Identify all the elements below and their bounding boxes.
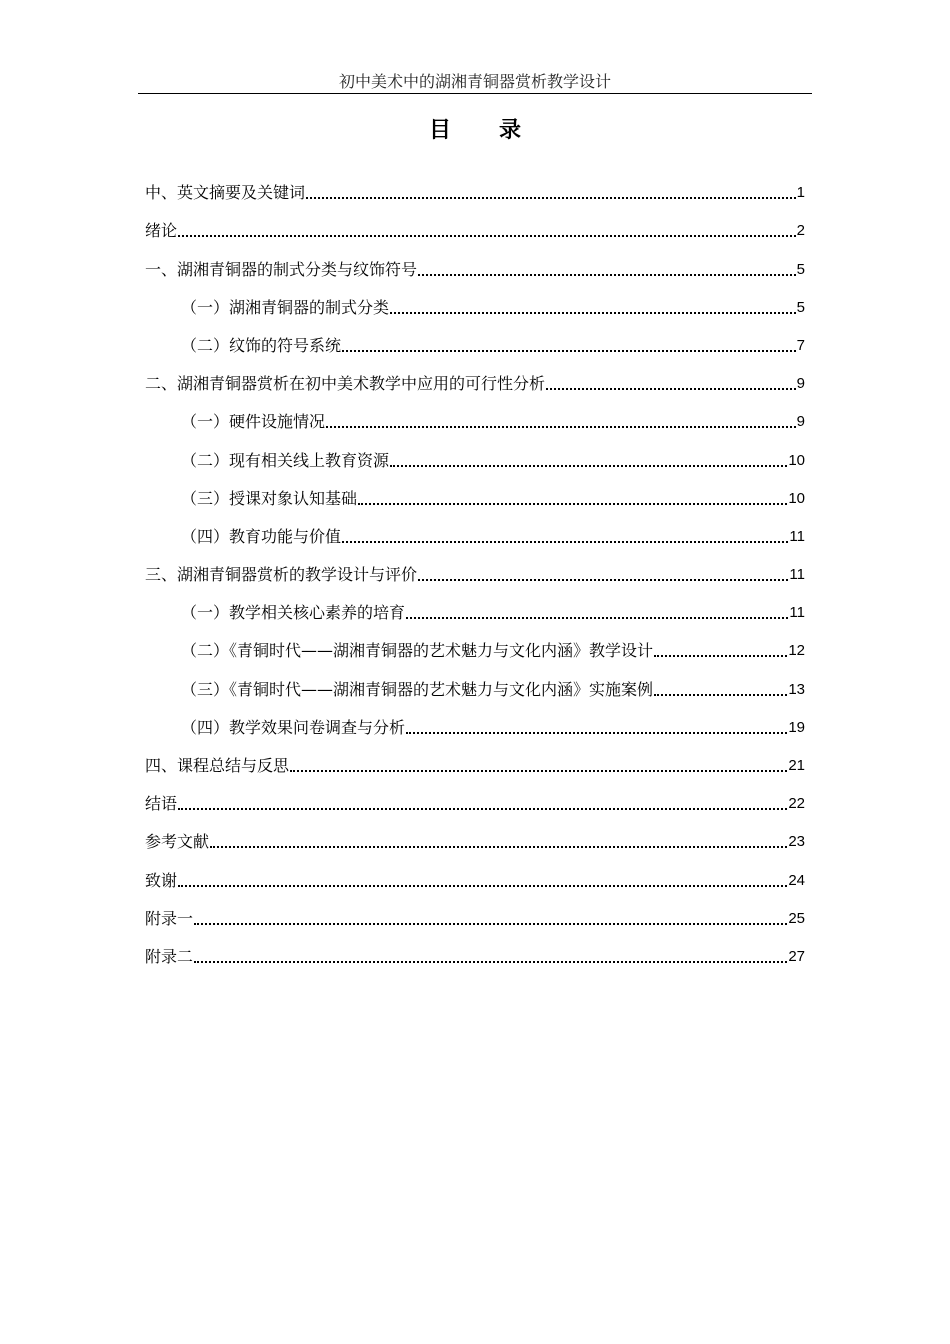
- dot-leader: [654, 694, 787, 696]
- toc-entry-label: 一、湖湘青铜器的制式分类与纹饰符号: [145, 259, 418, 279]
- toc-entry-label: 附录一: [145, 908, 194, 928]
- toc-entry[interactable]: [145, 817, 805, 855]
- toc-entry[interactable]: [145, 321, 805, 359]
- dot-leader: [178, 808, 787, 810]
- toc-title-char-1: 目: [428, 118, 451, 143]
- toc-entry-page: 12: [788, 642, 805, 660]
- dot-leader: [418, 274, 796, 276]
- dot-leader: [406, 732, 787, 734]
- toc-entry[interactable]: [145, 244, 805, 282]
- toc-entry-page: 27: [788, 947, 805, 965]
- toc-entry-page: 11: [789, 604, 805, 622]
- toc-entry[interactable]: [145, 435, 805, 473]
- toc-entry-page: 11: [789, 527, 805, 545]
- toc-title-char-2: 录: [499, 118, 522, 143]
- toc-entry-page: 9: [796, 413, 805, 431]
- toc-entry-page: 24: [788, 871, 805, 889]
- toc-entry-label: （二）现有相关线上教育资源: [181, 450, 390, 470]
- header-rule: [138, 93, 812, 94]
- toc-entry-label: （二）《青铜时代——湖湘青铜器的艺术魅力与文化内涵》教学设计: [181, 641, 654, 661]
- toc-entry[interactable]: [145, 664, 805, 702]
- toc-entry-page: 1: [796, 184, 805, 202]
- toc-entry-page: 22: [788, 795, 805, 813]
- dot-leader: [342, 541, 788, 543]
- toc-entry-page: 5: [796, 298, 805, 316]
- toc-entry[interactable]: [145, 932, 805, 970]
- toc-entry-page: 9: [796, 375, 805, 393]
- dot-leader: [178, 235, 796, 237]
- toc-entry[interactable]: [145, 626, 805, 664]
- toc-entry-label: （四）教学效果问卷调查与分析: [181, 717, 406, 737]
- dot-leader: [390, 465, 787, 467]
- toc-entry[interactable]: [145, 855, 805, 893]
- toc-entry[interactable]: [145, 206, 805, 244]
- toc-entry-page: 10: [788, 451, 805, 469]
- toc-entry-page: 2: [796, 222, 805, 240]
- dot-leader: [358, 503, 787, 505]
- toc-entry-label: 绪论: [145, 221, 178, 241]
- toc-entry-page: 13: [788, 680, 805, 698]
- toc-entry-label: （一）教学相关核心素养的培育: [181, 603, 406, 623]
- dot-leader: [342, 350, 796, 352]
- dot-leader: [178, 885, 787, 887]
- toc-entry-label: 结语: [145, 794, 178, 814]
- toc-entry-label: （四）教育功能与价值: [181, 526, 342, 546]
- toc-entry[interactable]: [145, 359, 805, 397]
- toc-entry[interactable]: [145, 283, 805, 321]
- dot-leader: [210, 846, 787, 848]
- toc-entry[interactable]: [145, 779, 805, 817]
- toc-entry-label: （二）纹饰的符号系统: [181, 335, 342, 355]
- toc-entry[interactable]: [145, 703, 805, 741]
- dot-leader: [306, 197, 796, 199]
- toc-title: [0, 116, 950, 146]
- toc-entry-label: 中、英文摘要及关键词: [145, 183, 306, 203]
- dot-leader: [290, 770, 787, 772]
- dot-leader: [654, 655, 787, 657]
- running-header: 初中美术中的湖湘青铜器赏析教学设计: [338, 72, 611, 91]
- toc-entry-label: （一）硬件设施情况: [181, 412, 326, 432]
- toc-entry-page: 25: [788, 909, 805, 927]
- toc-entry[interactable]: [145, 397, 805, 435]
- toc-entry-label: （三）授课对象认知基础: [181, 488, 358, 508]
- toc-entry-page: 23: [788, 833, 805, 851]
- toc-entry-label: 致谢: [145, 870, 178, 890]
- dot-leader: [418, 579, 788, 581]
- dot-leader: [546, 388, 796, 390]
- toc-entry-page: 11: [789, 566, 805, 584]
- toc-entry-label: 三、湖湘青铜器赏析的教学设计与评价: [145, 565, 418, 585]
- toc-entry[interactable]: [145, 894, 805, 932]
- table-of-contents: [145, 168, 805, 970]
- toc-entry[interactable]: [145, 168, 805, 206]
- dot-leader: [326, 426, 796, 428]
- toc-entry-label: 附录二: [145, 946, 194, 966]
- toc-entry-page: 10: [788, 489, 805, 507]
- toc-entry[interactable]: [145, 741, 805, 779]
- toc-entry[interactable]: [145, 512, 805, 550]
- toc-entry-label: 二、湖湘青铜器赏析在初中美术教学中应用的可行性分析: [145, 374, 546, 394]
- dot-leader: [390, 312, 796, 314]
- toc-entry[interactable]: [145, 588, 805, 626]
- toc-entry-label: （三）《青铜时代——湖湘青铜器的艺术魅力与文化内涵》实施案例: [181, 679, 654, 699]
- dot-leader: [406, 617, 788, 619]
- toc-entry-page: 21: [788, 757, 805, 774]
- toc-entry[interactable]: [145, 474, 805, 512]
- dot-leader: [194, 923, 787, 925]
- toc-entry-label: （一）湖湘青铜器的制式分类: [181, 297, 390, 317]
- toc-entry-page: 19: [788, 718, 805, 736]
- toc-entry-label: 四、课程总结与反思: [145, 756, 290, 775]
- toc-entry[interactable]: [145, 550, 805, 588]
- dot-leader: [194, 961, 787, 963]
- toc-entry-label: 参考文献: [145, 832, 210, 852]
- toc-entry-page: 5: [796, 260, 805, 278]
- toc-entry-page: 7: [796, 336, 805, 354]
